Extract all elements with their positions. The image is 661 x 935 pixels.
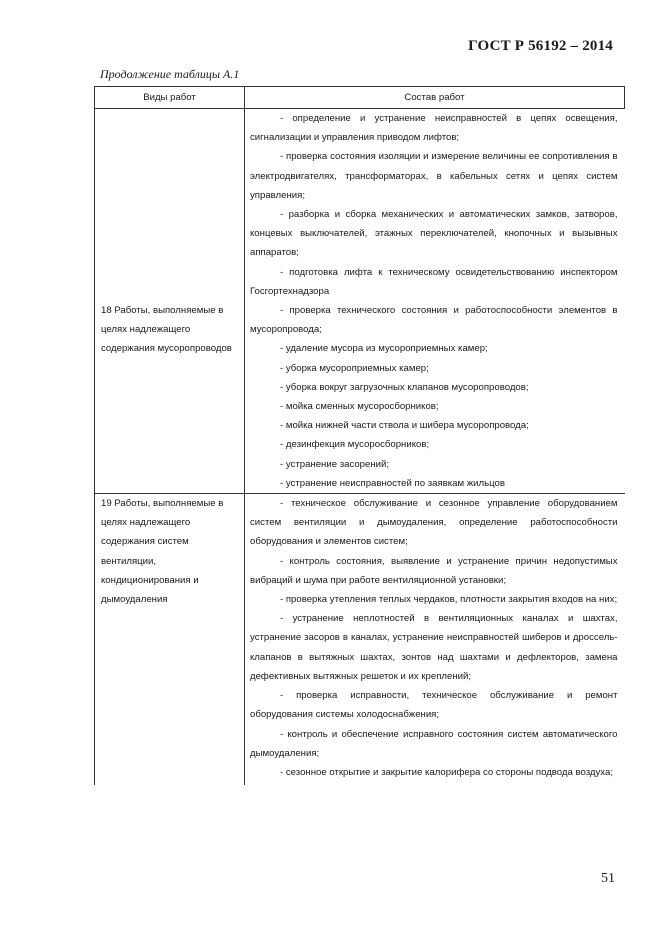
work-type-label: 19 Работы, выполняемые в целях надлежащего содержания систем вентиляции, кондиционирования и дымоудаления xyxy=(101,498,224,606)
work-composition-cell xyxy=(245,494,625,786)
works-table xyxy=(94,86,625,785)
work-type-cell xyxy=(95,109,245,302)
work-item: - сезонное открытие и закрытие калорифера со стороны подвода воздуха; xyxy=(280,766,614,778)
work-item: - определение и устранение неисправностей в цепях освещения, сигнализации и управления приводом лифтов; xyxy=(250,113,618,144)
work-item: - проверка технического состояния и работоспособности элементов в мусоропровода; xyxy=(250,305,618,336)
work-item: - уборка мусороприемных камер; xyxy=(280,362,429,374)
work-item: - техническое обслуживание и сезонное управление оборудованием систем вентиляции и дымоудаления, определение работоспособности оборудования и элементов систем; xyxy=(250,498,618,548)
work-item: - устранение засорений; xyxy=(280,458,390,470)
work-type-cell xyxy=(95,494,245,786)
document-standard-header: ГОСТ Р 56192 – 2014 xyxy=(468,38,613,54)
table-caption: Продолжение таблицы А.1 xyxy=(100,67,240,81)
column-header-work-composition: Состав работ xyxy=(245,87,625,109)
work-item: - проверка исправности, техническое обслуживание и ремонт оборудования системы холодоснабжения; xyxy=(250,690,618,721)
work-item: - контроль и обеспечение исправного состояния систем автоматического дымоудаления; xyxy=(250,728,618,759)
table-header-row xyxy=(95,87,625,109)
work-item: - проверка состояния изоляции и измерение величины ее сопротивления в электродвигателях, трансформаторах, в кабельных сетях и цепях систем управления; xyxy=(250,151,618,201)
table-row xyxy=(95,301,625,494)
work-item: - удаление мусора из мусороприемных камер; xyxy=(280,343,488,355)
work-item: - подготовка лифта к техническому освидетельствованию инспектором Госгортехнадзора xyxy=(250,266,618,297)
page-number: 51 xyxy=(601,871,615,886)
work-item: - дезинфекция мусоросборников; xyxy=(280,439,430,451)
work-type-label: 18 Работы, выполняемые в целях надлежащего содержания мусоропроводов xyxy=(101,305,232,355)
work-item: - проверка утепления теплых чердаков, плотности закрытия входов на них; xyxy=(280,594,618,606)
table-row xyxy=(95,109,625,302)
work-type-cell xyxy=(95,301,245,494)
table-row xyxy=(95,494,625,786)
work-item: - уборка вокруг загрузочных клапанов мусоропроводов; xyxy=(280,381,529,393)
work-item: - мойка нижней части ствола и шибера мусоропровода; xyxy=(280,420,529,432)
work-composition-cell xyxy=(245,109,625,302)
work-item: - контроль состояния, выявление и устранение причин недопустимых вибраций и шума при работе вентиляционной установки; xyxy=(250,555,618,586)
work-item: - разборка и сборка механических и автоматических замков, затворов, концевых выключателей, этажных переключателей, кнопочных и вызывных аппаратов; xyxy=(250,209,618,259)
work-item: - мойка сменных мусоросборников; xyxy=(280,401,439,413)
work-item: - устранение неплотностей в вентиляционных каналах и шахтах, устранение засоров в каналах, устранение неисправностей шиберов и дроссель-клапанов в вытяжных шахтах, зонтов над шахтами и дефлекторов, замена дефективных вытяжных решеток и их креплений; xyxy=(250,613,618,682)
work-item: - устранение неисправностей по заявкам жильцов xyxy=(280,477,505,489)
column-header-work-types: Виды работ xyxy=(95,87,245,109)
work-composition-cell xyxy=(245,301,625,494)
